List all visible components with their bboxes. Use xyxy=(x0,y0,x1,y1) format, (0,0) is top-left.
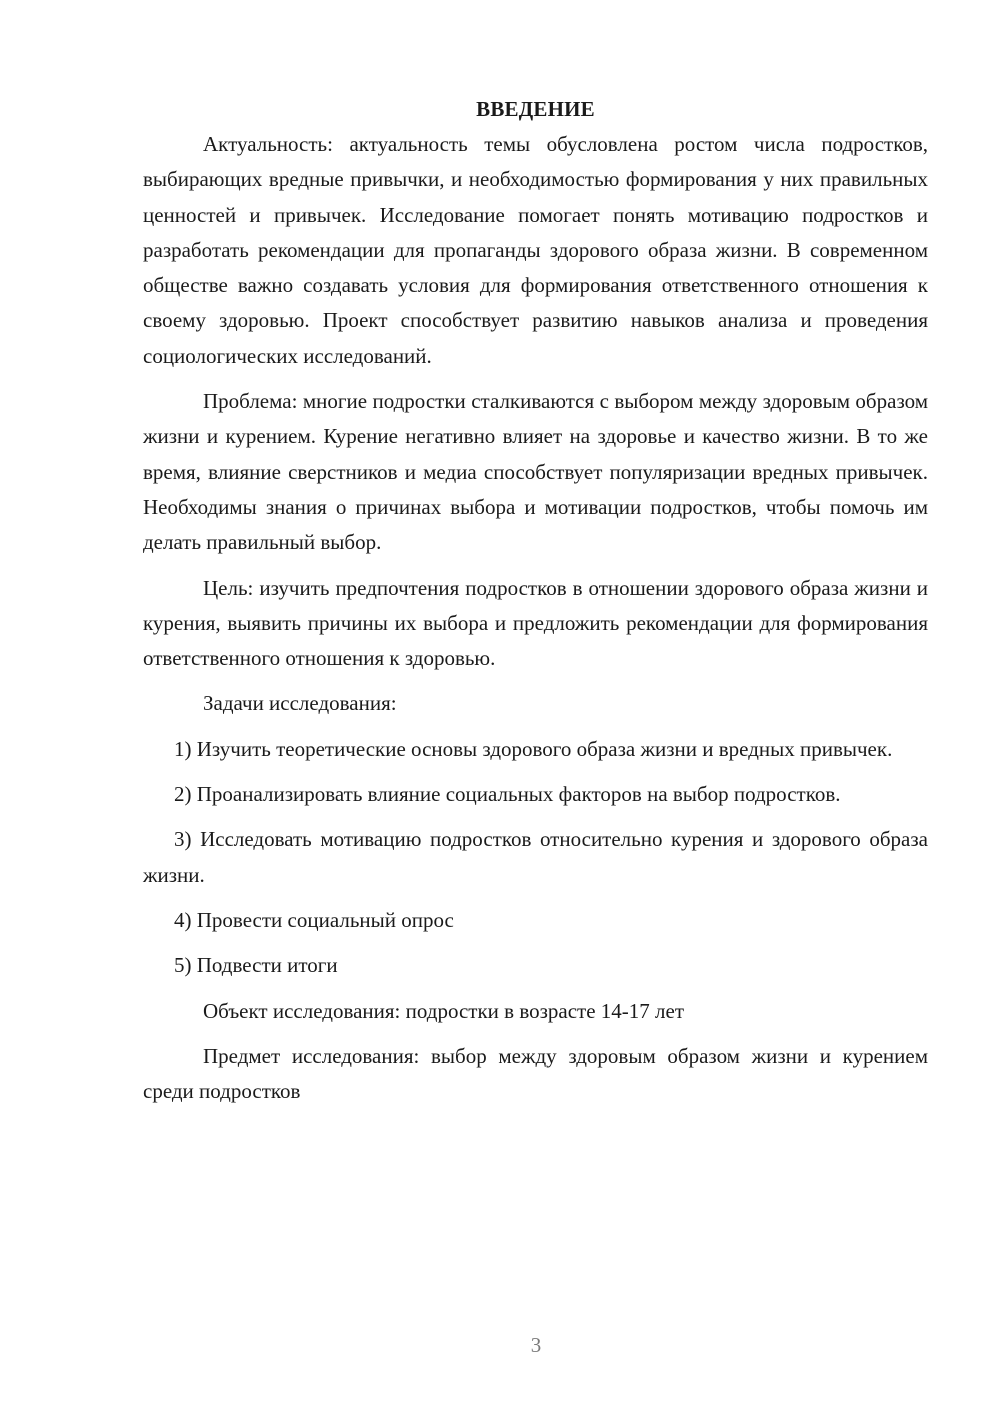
task-item-3: 3) Исследовать мотивацию подростков относительно курения и здорового образа жизни. xyxy=(143,827,928,887)
problem-paragraph: Проблема: многие подростки сталкиваются с выбором между здоровым образом жизни и курением. Курение негативно влияет на здоровье и качество жизни. В то же время, влияние сверстников и медиа способствует популяризации вредных привычек. Необходимы знания о причинах выбора и мотивации подростков, чтобы помочь им делать правильный выбор. xyxy=(143,389,928,555)
research-subject-paragraph: Предмет исследования: выбор между здоровым образом жизни и курением среди подростков xyxy=(143,1043,928,1104)
page-title: ВВЕДЕНИЕ xyxy=(476,97,595,121)
research-object-paragraph: Объект исследования: подростки в возрасте 14-17 лет xyxy=(203,998,685,1023)
task-item-2: 2) Проанализировать влияние социальных факторов на выбор подростков. xyxy=(174,782,841,807)
page-number: 3 xyxy=(530,1333,542,1357)
relevance-paragraph: Актуальность: актуальность темы обусловлена ростом числа подростков, выбирающих вредные привычки, и необходимостью формирования у них правильных ценностей и привычек. Исследование помогает понять мотивацию подростков и разработать рекомендации для пропаганды здорового образа жизни. В современном обществе важно создавать условия для формирования ответственного отношения к своему здоровью. Проект способствует развитию навыков анализа и проведения социологических исследований. xyxy=(143,132,928,368)
document-page xyxy=(143,92,928,1119)
task-item-1: 1) Изучить теоретические основы здорового образа жизни и вредных привычек. xyxy=(174,736,893,761)
goal-paragraph: Цель: изучить предпочтения подростков в отношении здорового образа жизни и курения, выявить причины их выбора и предложить рекомендации для формирования ответственного отношения к здоровью. xyxy=(143,575,928,671)
task-item-5: 5) Подвести итоги xyxy=(174,953,338,978)
task-item-4: 4) Провести социальный опрос xyxy=(174,907,454,932)
tasks-heading: Задачи исследования: xyxy=(203,691,397,716)
